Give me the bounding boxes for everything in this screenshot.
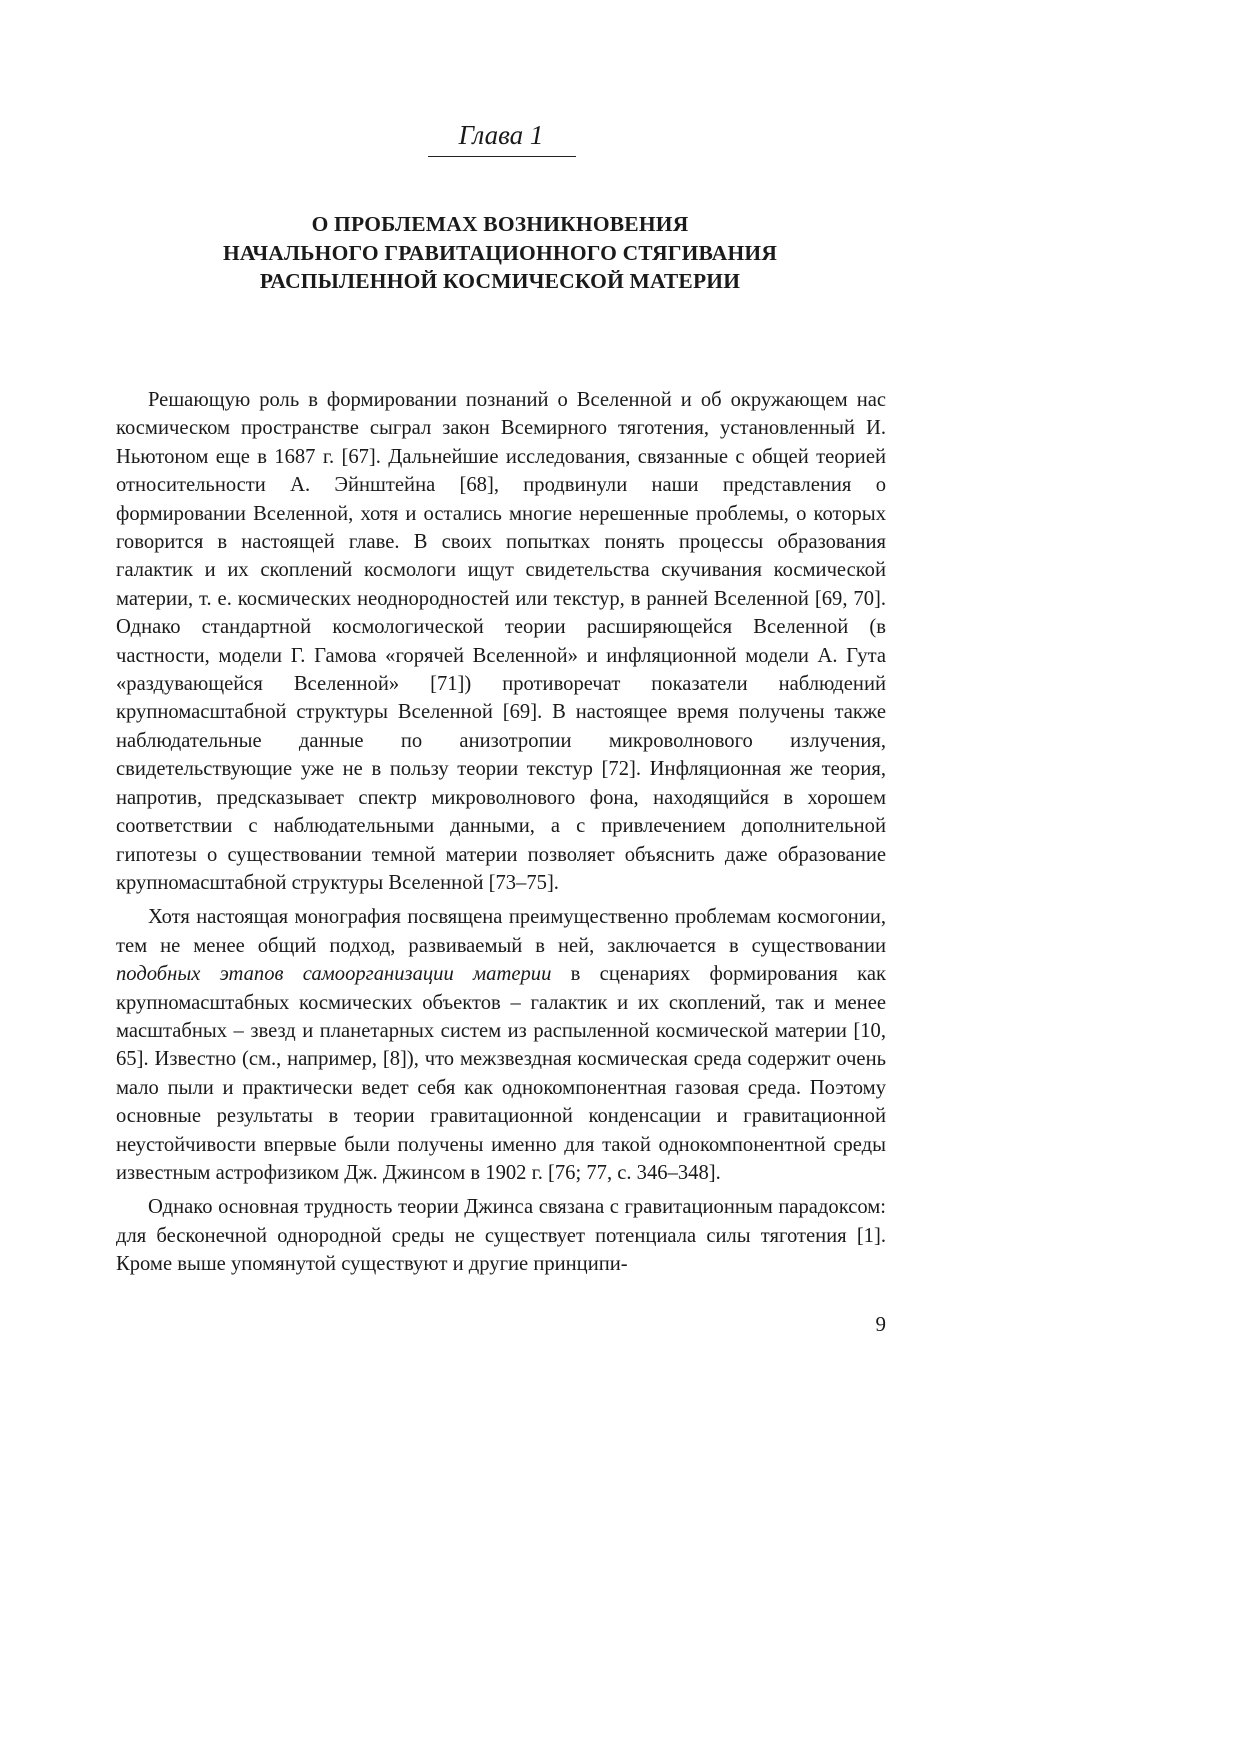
body-text [116, 386, 886, 1285]
chapter-title-line: РАСПЫЛЕННОЙ КОСМИЧЕСКОЙ МАТЕРИИ [259, 269, 741, 293]
chapter-title [150, 210, 850, 296]
page-number: 9 [875, 1312, 886, 1336]
paragraph-2-italic-term: подобных этапов самоорганизации материи [116, 963, 552, 986]
paragraph-3: Однако основная трудность теории Джинса связана с гравитационным парадоксом: для бесконечной однородной среды не существует потенциала силы тяготения [1]. Кроме выше упомянутой существуют и другие принципи- [116, 1196, 886, 1276]
paragraph-2-text-start: Хотя настоящая монография посвящена преимущественно проблемам космогонии, тем не менее общий подход, развиваемый в ней, заключается в существовании [116, 906, 886, 957]
chapter-underline [428, 156, 576, 157]
paragraph-2 [116, 903, 886, 1187]
paragraph-1: Решающую роль в формировании познаний о Вселенной и об окружающем нас космическом пространстве сыграл закон Всемирного тяготения, установленный И. Ньютоном еще в 1687 г. [67]. Дальнейшие исследования, связанные с общей теорией относительности А. Эйнштейна [68], продвинули наши представления о формировании Вселенной, хотя и остались многие нерешенные проблемы, о которых говорится в настоящей главе. В своих попытках понять процессы образования галактик и их скоплений космологи ищут свидетельства скучивания космической материи, т. е. космических неоднородностей или текстур, в ранней Вселенной [69, 70]. Однако стандартной космологической теории расширяющейся Вселенной (в частности, модели Г. Гамова «горячей Вселенной» и инфляционной модели А. Гута «раздувающейся Вселенной» [71]) противоречат показатели наблюдений крупномасштабной структуры Вселенной [69]. В настоящее время получены также наблюдательные данные по анизотропии микроволнового излучения, свидетельствующие уже не в пользу теории текстур [72]. Инфляционная же теория, напротив, предсказывает спектр микроволнового фона, находящийся в хорошем соответствии с наблюдательными данными, а с привлечением дополнительной гипотезы о существовании темной материи позволяет объяснить даже образование крупномасштабной структуры Вселенной [73–75]. [116, 389, 886, 894]
chapter-label: Глава 1 [458, 120, 544, 150]
chapter-title-line: О ПРОБЛЕМАХ ВОЗНИКНОВЕНИЯ [311, 212, 689, 236]
chapter-title-line: НАЧАЛЬНОГО ГРАВИТАЦИОННОГО СТЯГИВАНИЯ [222, 240, 778, 265]
paragraph-2-text-end: в сценариях формирования как крупномасштабных космических объектов – галактик и их скоплений, так и менее масштабных – звезд и планетарных систем из распыленной космической материи [10, 65]. Известно (см., например, [8]), что межзвездная космическая среда содержит очень мало пыли и практически ведет себя как однокомпонентная газовая среда. Поэтому основные результаты в теории гравитационной конденсации и гравитационной неустойчивости впервые были получены именно для такой однокомпонентной среды известным астрофизиком Дж. Джинсом в 1902 г. [76; 77, с. 346–348]. [116, 963, 887, 1184]
